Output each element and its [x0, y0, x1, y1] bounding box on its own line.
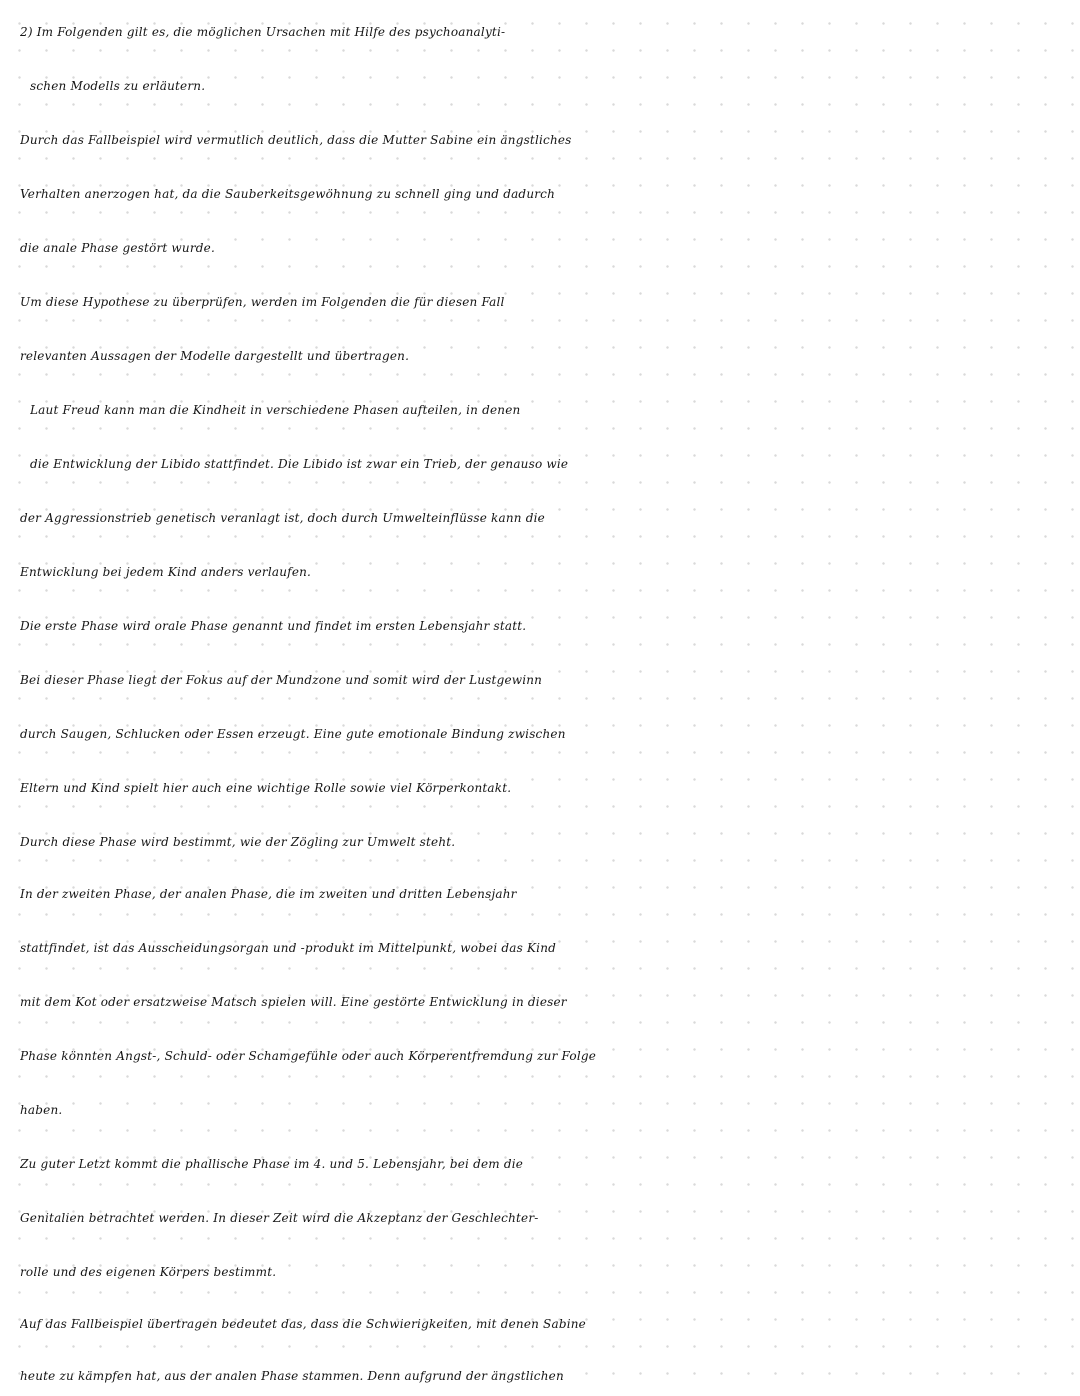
text-line-13: Bei dieser Phase liegt der Fokus auf der Mundzone und somit wird der Lustgewinn — [20, 673, 543, 687]
text-line-12: Die erste Phase wird orale Phase genannt und findet im ersten Lebensjahr statt. — [20, 619, 527, 633]
text-line-26: heute zu kämpfen hat, aus der analen Phase stammen. Denn aufgrund der ängstlichen — [20, 1369, 564, 1383]
text-line-23: Genitalien betrachtet werden. In dieser Zeit wird die Akzeptanz der Geschlechter- — [20, 1211, 539, 1225]
text-line-14: durch Saugen, Schlucken oder Essen erzeugt. Eine gute emotionale Bindung zwischen — [20, 727, 566, 741]
text-line-24: rolle und des eigenen Körpers bestimmt. — [20, 1265, 277, 1279]
text-line-04: Verhalten anerzogen hat, da die Sauberkeitsgewöhnung zu schnell ging und dadurch — [20, 187, 556, 201]
text-line-20: Phase könnten Angst-, Schuld- oder Schamgefühle oder auch Körperentfremdung zur Folge — [20, 1049, 597, 1063]
text-line-22: Zu guter Letzt kommt die phallische Phase im 4. und 5. Lebensjahr, bei dem die — [20, 1157, 524, 1171]
text-line-10: der Aggressionstrieb genetisch veranlagt ist, doch durch Umwelteinflüsse kann die — [20, 511, 545, 525]
text-line-08: Laut Freud kann man die Kindheit in verschiedene Phasen aufteilen, in denen — [30, 403, 521, 417]
text-line-19: mit dem Kot oder ersatzweise Matsch spielen will. Eine gestörte Entwicklung in dieser — [20, 995, 567, 1009]
text-line-09: die Entwicklung der Libido stattfindet. Die Libido ist zwar ein Trieb, der genauso wie — [30, 457, 569, 471]
text-line-17: In der zweiten Phase, der analen Phase, die im zweiten und dritten Lebensjahr — [20, 887, 517, 901]
text-line-16: Durch diese Phase wird bestimmt, wie der Zögling zur Umwelt steht. — [20, 835, 456, 849]
text-line-05: die anale Phase gestört wurde. — [20, 241, 215, 255]
text-line-03: Durch das Fallbeispiel wird vermutlich deutlich, dass die Mutter Sabine ein ängstliches — [20, 133, 572, 147]
text-line-21: haben. — [20, 1103, 63, 1117]
text-line-15: Eltern und Kind spielt hier auch eine wichtige Rolle sowie viel Körperkontakt. — [20, 781, 512, 795]
text-line-02: schen Modells zu erläutern. — [30, 79, 206, 93]
text-line-25: Auf das Fallbeispiel übertragen bedeutet das, dass die Schwierigkeiten, mit denen Sabine — [20, 1317, 586, 1331]
text-line-18: stattfindet, ist das Ausscheidungsorgan und -produkt im Mittelpunkt, wobei das Kind — [20, 941, 557, 955]
text-line-01: 2) Im Folgenden gilt es, die möglichen Ursachen mit Hilfe des psychoanalyti- — [20, 25, 506, 39]
text-line-11: Entwicklung bei jedem Kind anders verlaufen. — [20, 565, 312, 579]
text-line-06: Um diese Hypothese zu überprüfen, werden im Folgenden die für diesen Fall — [20, 295, 505, 309]
text-line-07: relevanten Aussagen der Modelle dargestellt und übertragen. — [20, 349, 410, 363]
